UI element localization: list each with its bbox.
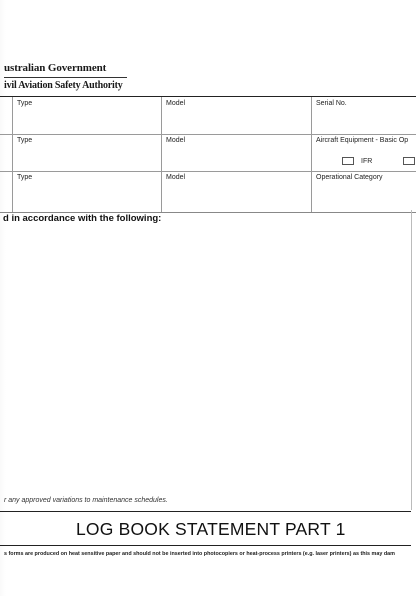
ifr-checkbox-label: IFR	[361, 158, 373, 165]
maintenance-statement-area[interactable]	[0, 210, 412, 510]
field-label: Type	[17, 137, 33, 144]
ifr-checkbox[interactable]	[342, 157, 354, 165]
header-divider	[4, 77, 127, 78]
paper-warning-note: s forms are produced on heat sensitive paper and should not be inserted into photocopiers or heat-process printers (e.g. laser printers) as this may dam	[4, 551, 395, 557]
field-label: Serial No.	[316, 100, 347, 107]
section-heading: d in accordance with the following:	[3, 213, 162, 224]
engine-model-field-1[interactable]	[161, 97, 311, 134]
second-equipment-checkbox[interactable]	[403, 157, 415, 165]
field-label: Model	[166, 100, 186, 107]
operational-category-field[interactable]	[311, 171, 416, 212]
serial-number-field[interactable]	[311, 97, 416, 134]
title-rule	[0, 545, 411, 546]
title-rule	[0, 511, 411, 512]
authority-name: ivil Aviation Safety Authority	[4, 80, 123, 91]
field-label: Type	[17, 174, 33, 181]
engine-type-field-3[interactable]	[12, 171, 161, 212]
field-label: Model	[166, 137, 186, 144]
engine-model-field-2[interactable]	[161, 134, 311, 171]
field-label: Aircraft Equipment - Basic Op	[316, 137, 409, 144]
section-footnote: r any approved variations to maintenance schedules.	[4, 497, 168, 504]
aircraft-equipment-field	[311, 134, 416, 171]
engine-model-field-3[interactable]	[161, 171, 311, 212]
aircraft-details-grid	[0, 96, 416, 213]
field-label: Type	[17, 100, 33, 107]
field-label: Model	[166, 174, 186, 181]
document-title: LOG BOOK STATEMENT PART 1	[76, 519, 346, 539]
engine-type-field-1[interactable]	[12, 97, 161, 134]
field-label: Operational Category	[316, 174, 383, 181]
engine-type-field-2[interactable]	[12, 134, 161, 171]
government-name: ustralian Government	[4, 62, 107, 74]
